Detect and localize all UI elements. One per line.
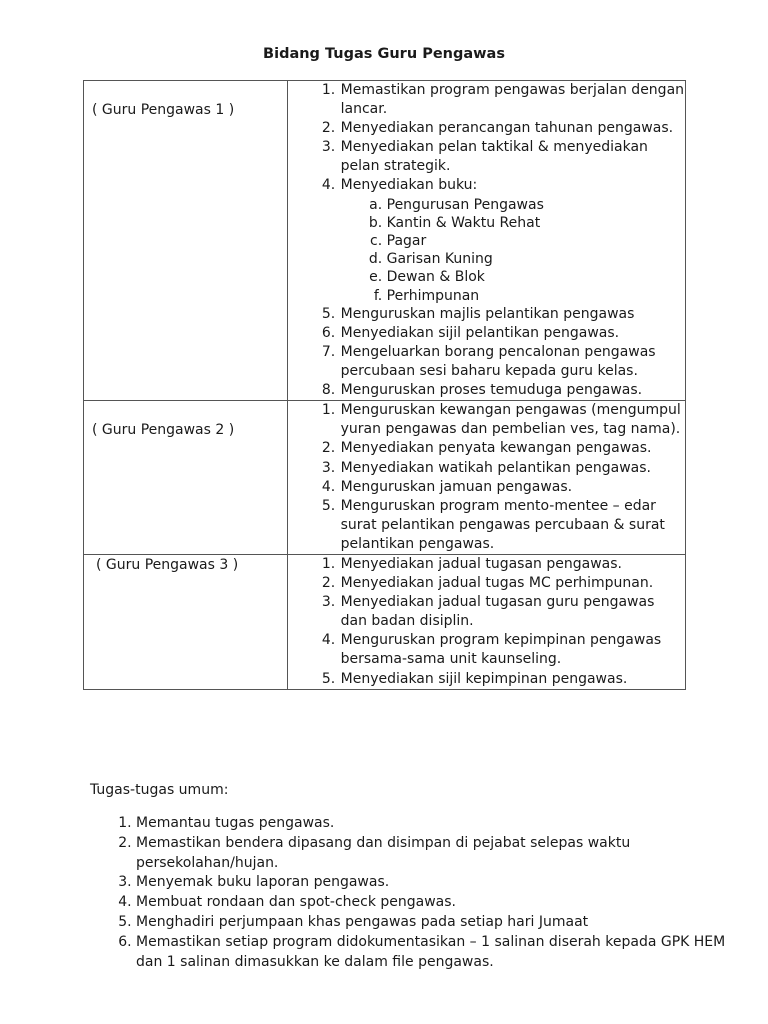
book-item: f. Perhimpunan [387, 287, 685, 305]
task-item: 3. Menyediakan jadual tugasan guru pengawas dan badan disiplin. [340, 593, 685, 631]
task-item [340, 176, 685, 304]
role-cell [84, 555, 288, 690]
task-cell [287, 401, 685, 555]
task-item: 7. Mengeluarkan borang pencalonan pengawas percubaan sesi baharu kepada guru kelas. [340, 343, 685, 381]
task-item: 1. Menguruskan kewangan pengawas (mengumpul yuran pengawas dan pembelian ves, tag nama). [340, 401, 685, 439]
general-duty-item: 6. Memastikan setiap program didokumentasikan – 1 salinan diserah kepada GPK HEM dan 1 salinan dimasukkan ke dalam file pengawas. [136, 933, 736, 973]
general-duty-item: 1. Memantau tugas pengawas. [136, 814, 736, 834]
task-item: 5. Menguruskan majlis pelantikan pengawas [340, 305, 685, 324]
table-row [84, 555, 686, 690]
task-item: 4. Menguruskan jamuan pengawas. [340, 478, 685, 497]
book-item: c. Pagar [387, 232, 685, 250]
general-duty-item: 4. Membuat rondaan dan spot-check pengawas. [136, 893, 736, 913]
book-item: d. Garisan Kuning [387, 250, 685, 268]
task-cell [287, 81, 685, 401]
book-item: a. Pengurusan Pengawas [387, 196, 685, 214]
table-row [84, 81, 686, 401]
role-label: ( Guru Pengawas 3 ) [96, 557, 239, 573]
task-item-text: Menyediakan buku: [340, 177, 478, 194]
role-label: ( Guru Pengawas 1 ) [92, 102, 235, 118]
task-list [288, 81, 685, 400]
general-duty-item: 5. Menghadiri perjumpaan khas pengawas pada setiap hari Jumaat [136, 913, 736, 933]
role-label: ( Guru Pengawas 2 ) [92, 422, 235, 439]
book-list [341, 196, 685, 305]
task-item: 5. Menyediakan sijil kepimpinan pengawas. [340, 670, 685, 689]
task-item: 6. Menyediakan sijil pelantikan pengawas. [340, 324, 685, 343]
task-item: 3. Menyediakan pelan taktikal & menyediakan pelan strategik. [340, 138, 685, 176]
task-list [288, 401, 685, 554]
task-item: 1. Menyediakan jadual tugasan pengawas. [340, 555, 685, 574]
task-cell [287, 555, 685, 690]
book-item: b. Kantin & Waktu Rehat [387, 214, 685, 232]
task-item: 3. Menyediakan watikah pelantikan pengawas. [340, 459, 685, 478]
book-item: e. Dewan & Blok [387, 268, 685, 286]
role-cell [84, 401, 288, 555]
document-title: Bidang Tugas Guru Pengawas [263, 46, 505, 62]
task-item: 4. Menguruskan program kepimpinan pengawas bersama-sama unit kaunseling. [340, 631, 685, 669]
task-item: 2. Menyediakan jadual tugas MC perhimpunan. [340, 574, 685, 593]
general-duties-heading: Tugas-tugas umum: [90, 782, 229, 798]
table-row [84, 401, 686, 555]
task-item: 5. Menguruskan program mento-mentee – edar surat pelantikan pengawas percubaan & surat pelantikan pengawas. [340, 497, 685, 554]
task-list [288, 555, 685, 689]
task-item: 1. Memastikan program pengawas berjalan dengan lancar. [340, 81, 685, 119]
role-cell [84, 81, 288, 401]
general-duty-item: 3. Menyemak buku laporan pengawas. [136, 873, 736, 893]
task-item: 8. Menguruskan proses temuduga pengawas. [340, 381, 685, 400]
task-item: 2. Menyediakan perancangan tahunan pengawas. [340, 119, 685, 138]
general-duty-item: 2. Memastikan bendera dipasang dan disimpan di pejabat selepas waktu persekolahan/hujan. [136, 834, 736, 874]
general-duties-list [90, 814, 736, 972]
task-item: 2. Menyediakan penyata kewangan pengawas. [340, 439, 685, 458]
duties-table [83, 80, 686, 690]
